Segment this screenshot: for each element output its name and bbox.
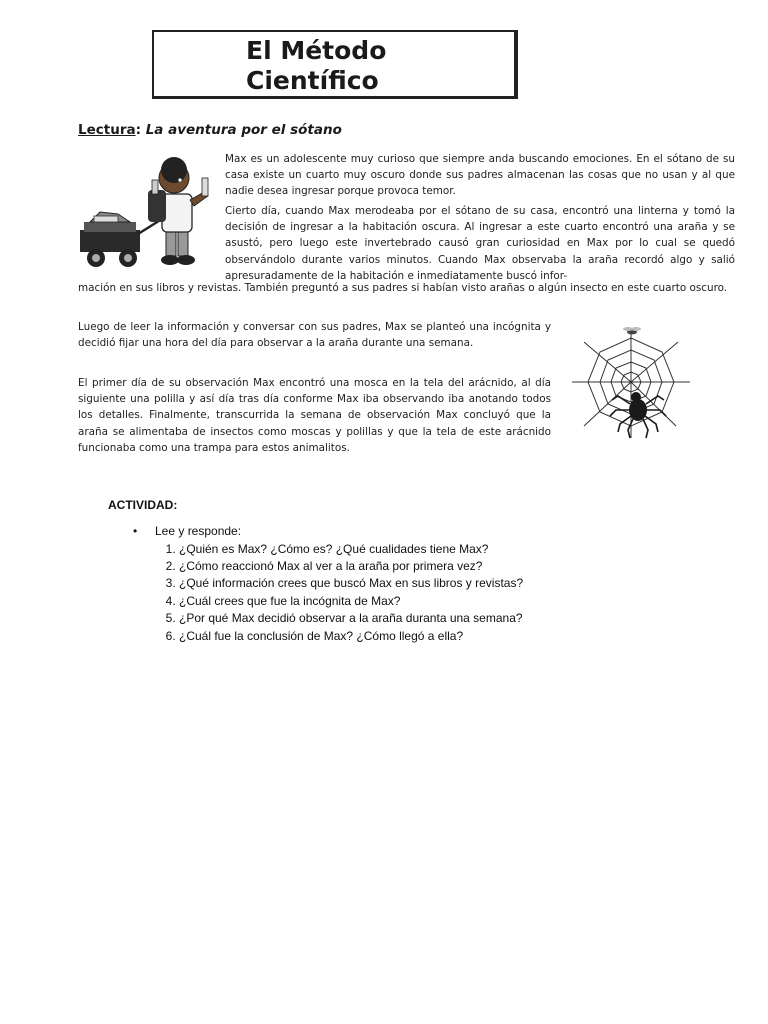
boy-with-wagon-illustration <box>74 152 214 274</box>
reading-paragraph: Max es un adolescente muy curioso que siempre anda buscando emociones. En el sótano de su casa existe un cuarto muy oscuro donde sus padres almacenan las cosas que no usan y al que nadie desea ingresar porque provoca temor. <box>225 153 735 198</box>
question-item: 2. ¿Cómo reaccionó Max al ver a la araña por primera vez? <box>179 558 523 575</box>
question-item: 3. ¿Qué información crees que buscó Max en sus libros y revistas? <box>179 575 523 592</box>
reading-paragraph: mación en sus libros y revistas. También preguntó a sus padres si habían visto arañas o algún insecto en este cuarto oscuro. <box>78 282 728 294</box>
question-item: 6. ¿Cuál fue la conclusión de Max? ¿Cómo llegó a ella? <box>179 628 523 645</box>
activity-instruction: Lee y responde: <box>155 524 242 538</box>
question-item: 4. ¿Cuál crees que fue la incógnita de Max? <box>179 593 523 610</box>
reading-paragraph: El primer día de su observación Max encontró una mosca en la tela del arácnido, al día siguiente una polilla y así día tras día conforme Max iba observando iba anotando todos los detalles. Finalmente, transcurrida la semana de observación Max concluyó que la araña se alimentaba de insectos como moscas y polillas y que la tela de este arácnido funcionaba como una trampa para estos animalitos. <box>78 377 551 454</box>
reading-label: Lectura <box>78 122 136 138</box>
reading-paragraph: Cierto día, cuando Max merodeaba por el sótano de su casa, encontró una linterna y tomó la decisión de ingresar a la habitación oscura. Al ingresar a este cuarto encontró una araña y se asustó, pero luego este invertebrado causó gran curiosidad en Max por lo cual se quedó observándolo durante varios minutos. Cuando Max observaba la araña recordó algo y salió apresuradamente de la habitación e inmediatamente buscó infor- <box>225 205 735 282</box>
reading-separator: : <box>135 122 141 138</box>
spider-web-illustration <box>566 322 696 442</box>
activity-bullet-item <box>133 523 523 645</box>
reading-title: La aventura por el sótano <box>145 122 342 138</box>
question-list <box>155 541 523 645</box>
question-item: 1. ¿Quién es Max? ¿Cómo es? ¿Qué cualidades tiene Max? <box>179 541 523 558</box>
activity-label: ACTIVIDAD: <box>108 498 178 512</box>
page-title: El Método Científico <box>246 36 387 95</box>
reading-paragraph: Luego de leer la información y conversar con sus padres, Max se planteó una incógnita y decidió fijar una hora del día para observar a la araña durante una semana. <box>78 321 551 350</box>
title-box <box>152 30 518 99</box>
activity-bullet-list <box>133 523 523 645</box>
question-item: 5. ¿Por qué Max decidió observar a la araña duranta una semana? <box>179 610 523 627</box>
reading-heading <box>78 122 342 138</box>
bullet-icon: • <box>133 524 138 538</box>
